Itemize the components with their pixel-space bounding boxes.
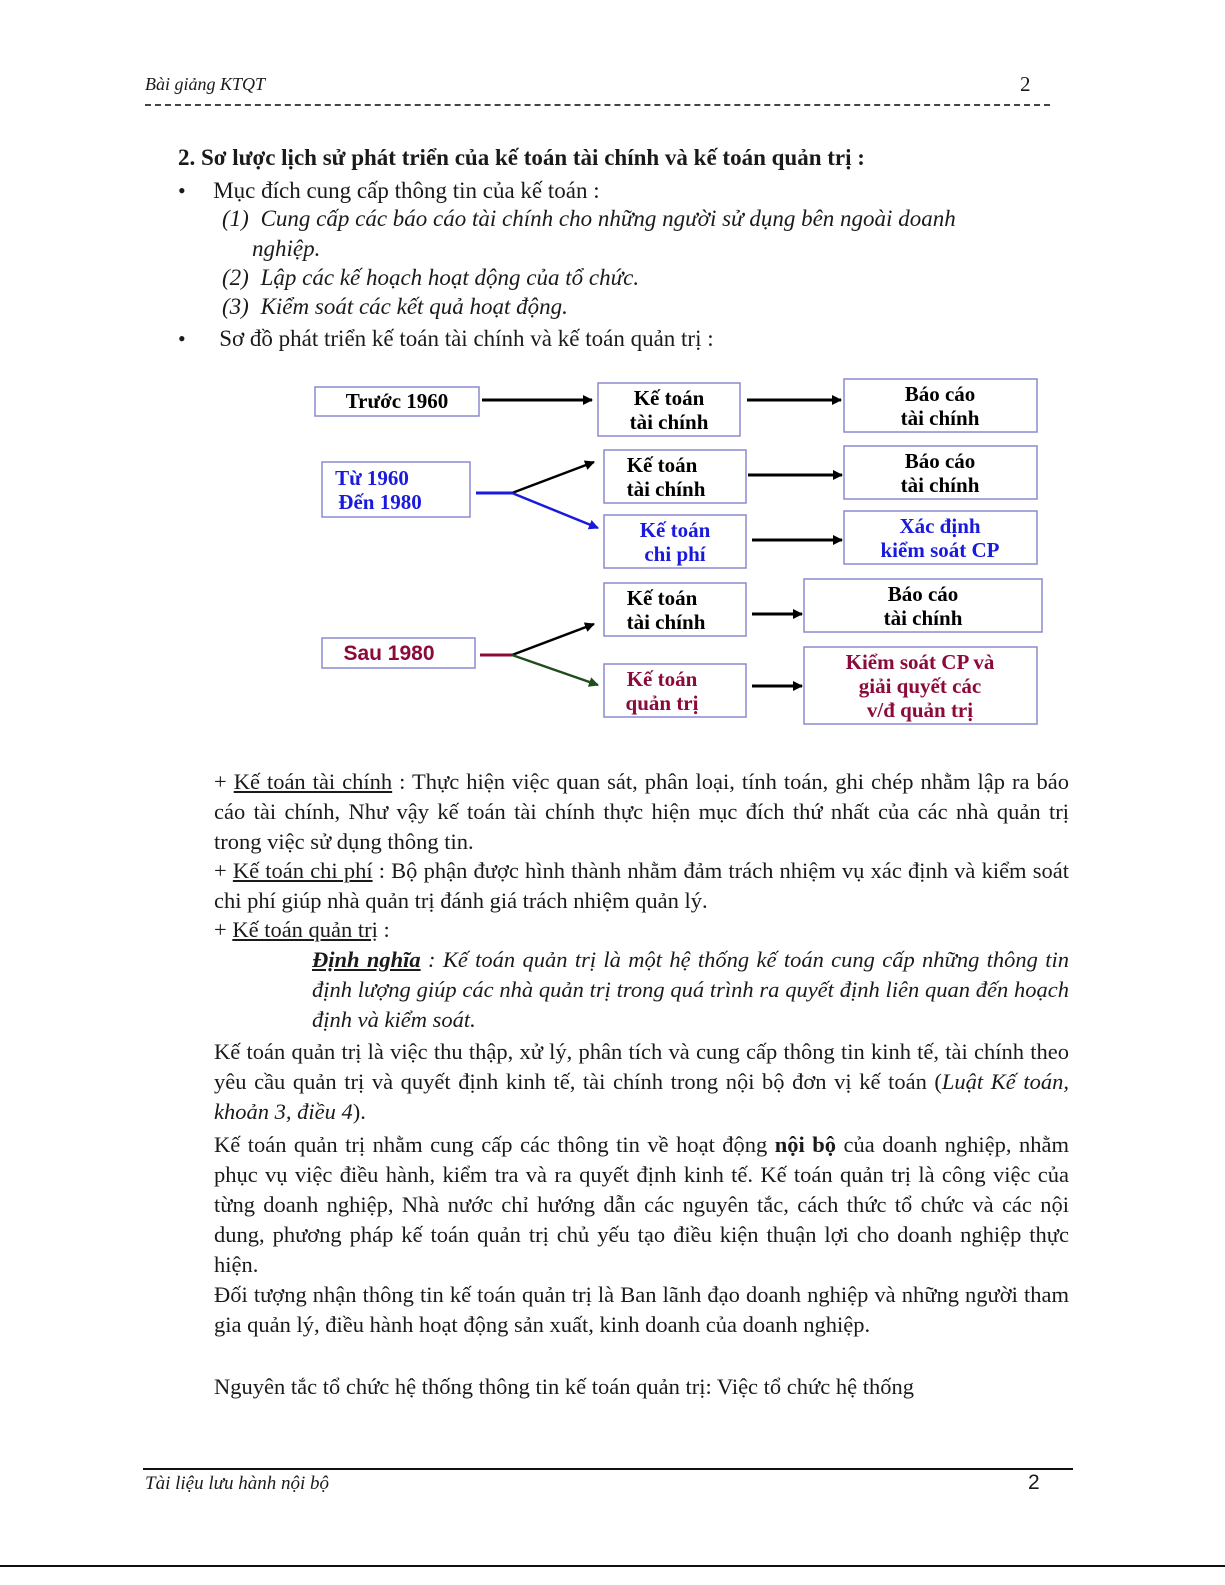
period-label: Đến 1980 [338, 490, 422, 514]
definition-text: : Kế toán quản trị là một hệ thống kế toán cung cấp những thông tin định lượng giúp các nhà quản trị trong quá trình ra quyết định liên quan đến hoạch định và kiểm soát. [312, 947, 1069, 1032]
paragraph-internal-info [214, 1130, 1069, 1280]
row-before-1960 [315, 379, 1037, 436]
bullet-item [178, 178, 600, 204]
box-label: kiểm soát CP [880, 538, 1000, 562]
box-label: Kiểm soát CP và [845, 650, 995, 674]
footer-title: Tài liệu lưu hành nội bộ [145, 1473, 330, 1494]
box-label: Kế toán [626, 667, 698, 691]
bullet-icon: • [178, 326, 186, 351]
bullet-item [178, 326, 714, 352]
term-description: : Bộ phận được hình thành nhằm đảm trách nhiệm vụ xác định và kiểm soát chi phí giúp nhà quản trị đánh giá trách nhiệm quản lý. [214, 858, 1069, 913]
box-label: Xác định [899, 514, 981, 538]
paragraph-principles: Nguyên tắc tổ chức hệ thống thông tin kế toán quản trị: Việc tổ chức hệ thống [214, 1374, 914, 1399]
development-diagram [300, 370, 1060, 735]
paragraph-cost-accounting [214, 856, 1069, 916]
footer-page-number: 2 [1028, 1471, 1040, 1494]
emphasis: nội bộ [774, 1132, 837, 1157]
goal-number: (3) [222, 294, 249, 319]
goal-text: Kiểm soát các kết quả hoạt động. [260, 294, 568, 319]
box-label: Báo cáo [887, 582, 959, 606]
header-page-number: 2 [1020, 72, 1031, 96]
period-label: Từ 1960 [335, 466, 409, 490]
term: Kế toán quản trị [232, 917, 378, 942]
paragraph-text: ). [352, 1099, 366, 1124]
paragraph-management-accounting [214, 915, 1069, 945]
period-label: Trước 1960 [345, 389, 449, 413]
box-label: chi phí [644, 542, 706, 566]
goal-text: Cung cấp các báo cáo tài chính cho những người sử dụng bên ngoài doanh [260, 206, 956, 231]
period-label: Sau 1980 [343, 642, 435, 665]
term: Kế toán chi phí [232, 858, 373, 883]
box-label: tài chính [626, 610, 706, 634]
definition-block [312, 945, 1069, 1035]
page-bottom-edge [0, 1565, 1225, 1567]
box-label: Báo cáo [904, 449, 976, 473]
row-after-1980 [322, 579, 1042, 724]
box-label: Báo cáo [904, 382, 976, 406]
paragraph-text: của doanh nghiệp, nhằm phục vụ việc điều hành, kiểm tra và ra quyết định kinh tế. Kế toán quản trị là công việc của từng doanh nghiệp, Nhà nước chỉ hướng dẫn các nguyên tắc, cách thức tổ chức và các nội dung, phương pháp kế toán quản trị chủ yếu tạo điều kiện thuận lợi cho doanh nghiệp thực hiện. [214, 1132, 1070, 1277]
term-description: : [377, 917, 390, 942]
law-reference: Luật Kế toán, khoản 3, điều 4 [214, 1069, 1069, 1124]
plus-marker: + [214, 858, 233, 883]
goal-item [222, 206, 956, 232]
paragraph-text: Kế toán quản trị nhằm cung cấp các thông tin về hoạt động [214, 1132, 775, 1157]
box-label: v/đ quản trị [866, 698, 974, 722]
goal-item [222, 294, 568, 320]
paragraph-text: Kế toán quản trị là việc thu thập, xử lý, phân tích và cung cấp thông tin kinh tế, tài chính theo yêu cầu quản trị và quyết định kinh tế, tài chính trong nội bộ đơn vị kế toán ( [214, 1039, 1069, 1094]
term-description: : Thực hiện việc quan sát, phân loại, tính toán, ghi chép nhằm lập ra báo cáo tài chính, Như vậy kế toán tài chính thực hiện mục đích thứ nhất của các nhà quản trị trong việc sử dụng thông tin. [214, 769, 1069, 854]
arrow [512, 624, 594, 655]
box-label: giải quyết các [858, 674, 982, 698]
arrow [512, 462, 594, 493]
box-label: Kế toán [626, 586, 698, 610]
goal-number: (2) [222, 265, 249, 290]
definition-label: Định nghĩa [312, 947, 421, 972]
box-label: tài chính [883, 606, 963, 630]
row-1960-1980 [322, 446, 1037, 568]
box-label: Kế toán [626, 453, 698, 477]
box-label: Kế toán [633, 386, 705, 410]
footer-divider [143, 1468, 1073, 1470]
box-label: tài chính [900, 406, 980, 430]
plus-marker: + [214, 917, 233, 942]
paragraph-financial-accounting [214, 767, 1069, 857]
term: Kế toán tài chính [233, 769, 393, 794]
arrow [512, 493, 598, 528]
goal-text-continued: nghiệp. [252, 236, 321, 261]
goal-text: Lập các kế hoạch hoạt dộng của tổ chức. [260, 265, 640, 290]
plus-marker: + [214, 769, 234, 794]
box-label: tài chính [900, 473, 980, 497]
arrow [512, 655, 598, 685]
box-label: tài chính [629, 410, 709, 434]
box-label: quản trị [625, 691, 699, 715]
bullet-text: Sơ đồ phát triển kế toán tài chính và kế toán quản trị : [219, 326, 714, 351]
bullet-icon: • [178, 178, 186, 203]
box-label: tài chính [626, 477, 706, 501]
header-title: Bài giảng KTQT [145, 74, 266, 94]
paragraph-recipients: Đối tượng nhận thông tin kế toán quản trị là Ban lãnh đạo doanh nghiệp và những người tham gia quản lý, điều hành hoạt động sản xuất, kinh doanh của doanh nghiệp. [214, 1282, 1069, 1337]
section-heading: 2. Sơ lược lịch sử phát triển của kế toán tài chính và kế toán quản trị : [178, 145, 865, 170]
header-divider [145, 104, 1050, 106]
box-label: Kế toán [639, 518, 711, 542]
bullet-text: Mục đích cung cấp thông tin của kế toán : [213, 178, 600, 203]
paragraph-law-definition [214, 1037, 1069, 1127]
goal-item [222, 265, 639, 291]
goal-number: (1) [222, 206, 249, 231]
